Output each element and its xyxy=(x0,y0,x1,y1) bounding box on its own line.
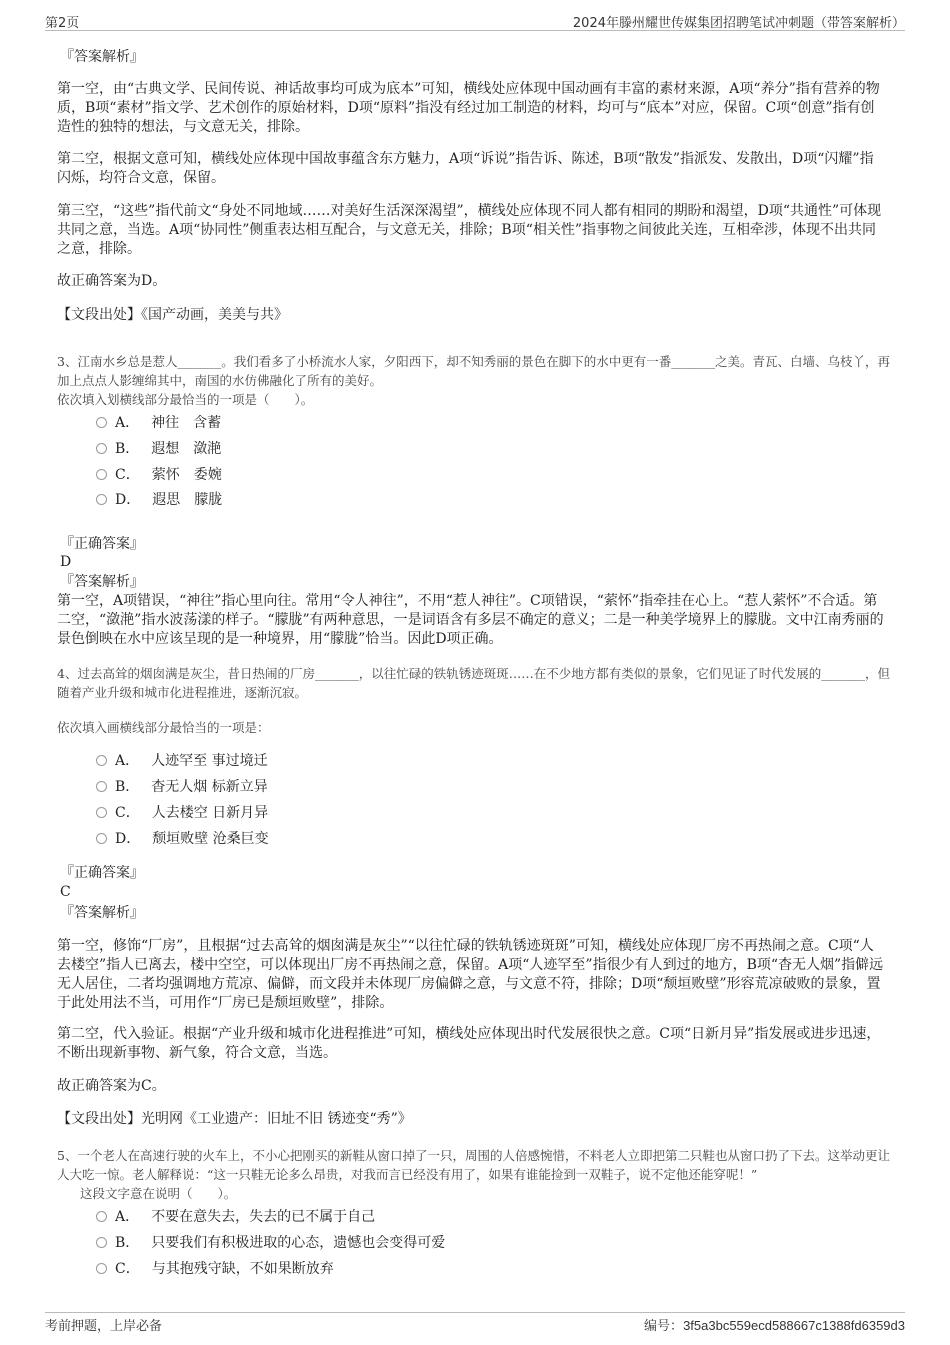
q3-option-b[interactable]: B． 遐想 潋滟 xyxy=(96,439,221,459)
radio-icon[interactable] xyxy=(96,807,107,818)
radio-icon[interactable] xyxy=(96,1263,107,1274)
q4-answer: C xyxy=(60,884,71,900)
q3-answer-label: 『正确答案』 xyxy=(60,536,144,552)
radio-icon[interactable] xyxy=(96,1237,107,1248)
q4-analysis-para2: 第二空，代入验证。根据“产业升级和城市化进程推进”可知，横线处应体现出时代发展很快之意。C项“日新月异”指发展或进步迅速，不断出现新事物、新气象，符合文意，当选。 xyxy=(57,1026,881,1061)
q5-option-b[interactable]: B． 只要我们有积极进取的心态，遗憾也会变得可爱 xyxy=(96,1233,445,1253)
q2-analysis-para2: 第二空，根据文意可知，横线处应体现中国故事蕴含东方魅力，A项“诉说”指告诉、陈述，B项“散发”指派发、发散出，D项“闪耀”指闪烁，均符合文意，保留。 xyxy=(57,151,874,186)
q2-conclusion: 故正确答案为D。 xyxy=(57,273,167,289)
q3-answer: D xyxy=(60,554,72,570)
radio-icon[interactable] xyxy=(96,755,107,766)
radio-icon[interactable] xyxy=(96,833,107,844)
q4-conclusion: 故正确答案为C。 xyxy=(57,1078,166,1094)
q4-analysis-para1: 第一空，修饰“厂房”，且根据“过去高耸的烟囱满是灰尘”“以往忙碌的铁轨锈迹斑斑”可知，横线处应体现厂房不再热闹之意。C项“人去楼空”指人已离去，楼中空空，可以体现出厂房不再热闹之意，保留。A项“人迹罕至”指很少有人到过的地方，B项“杳无人烟”指僻远无人居住，二者均强调地方荒凉、偏僻，而文段并未体现厂房偏僻之意，与文意不符，排除；D项“颓垣败壁”形容荒凉破败的景象，置于此处用法不当，可用作“厂房已是颓垣败壁”，排除。 xyxy=(57,938,884,1011)
q4-stem: 4、过去高耸的烟囱满是灰尘，昔日热闹的厂房_______，以往忙碌的铁轨锈迹斑斑……在不少地方都有类似的景象，它们见证了时代发展的_______，但随着产业升级和城市化进程推进，逐渐沉寂。 xyxy=(57,666,890,700)
q3-option-d[interactable]: D． 遐思 朦胧 xyxy=(96,490,222,510)
footer-code-label: 编号： xyxy=(644,1319,684,1334)
q3-analysis: 第一空，A项错误，“神往”指心里向往。常用“令人神往”，不用“惹人神往”。C项错误，“萦怀”指牵挂在心上。“惹人萦怀”不合适。第二空，“潋滟”指水波荡漾的样子。“朦胧”有两种意思，一是词语含有多层不确定的意义；二是一种美学境界上的朦胧。文中江南秀丽的景色倒映在水中应该呈现的是一种境界，用“朦胧”恰当。因此D项正确。 xyxy=(57,593,884,647)
q5-prompt: 这段文字意在说明（ ）。 xyxy=(80,1186,237,1201)
q4-option-a[interactable]: A． 人迹罕至 事过境迁 xyxy=(96,751,268,771)
q4-prompt: 依次填入画横线部分最恰当的一项是： xyxy=(57,720,270,735)
document-title: 2024年滕州耀世传媒集团招聘笔试冲刺题（带答案解析） xyxy=(572,16,905,31)
q2-source: 【文段出处】《国产动画，美美与共》 xyxy=(57,307,288,323)
footer-code xyxy=(644,1315,905,1334)
q2-analysis-label: 『答案解析』 xyxy=(60,49,144,65)
q5-option-c[interactable]: C． 与其抱残守缺，不如果断放弃 xyxy=(96,1259,334,1279)
q4-option-d[interactable]: D． 颓垣败壁 沧桑巨变 xyxy=(96,829,269,849)
footer-code-value: 3f5a3bc559ecd588667c1388fd6359d3 xyxy=(683,1318,905,1333)
radio-icon[interactable] xyxy=(96,781,107,792)
radio-icon[interactable] xyxy=(96,443,107,454)
footer-slogan: 考前押题，上岸必备 xyxy=(45,1319,163,1334)
q3-prompt: 依次填入划横线部分最恰当的一项是（ ）。 xyxy=(57,392,314,407)
q3-option-c[interactable]: C． 萦怀 委婉 xyxy=(96,465,222,485)
radio-icon[interactable] xyxy=(96,494,107,505)
q3-analysis-label: 『答案解析』 xyxy=(60,574,144,590)
q4-option-c[interactable]: C． 人去楼空 日新月异 xyxy=(96,803,268,823)
page-header xyxy=(45,10,905,31)
radio-icon[interactable] xyxy=(96,1211,107,1222)
q4-analysis-label: 『答案解析』 xyxy=(60,905,144,921)
q3-stem: 3、江南水乡总是惹人_______。我们看多了小桥流水人家，夕阳西下，却不知秀丽的景色在脚下的水中更有一番_______之美。青瓦、白墙、乌枝丫，再加上点点人影缠绵其中，南国的水仿佛融化了所有的美好。 xyxy=(57,354,890,388)
radio-icon[interactable] xyxy=(96,417,107,428)
q2-analysis-para1: 第一空，由“古典文学、民间传说、神话故事均可成为底本”可知，横线处应体现中国动画有丰富的素材来源，A项“养分”指有营养的物质，B项“素材”指文学、艺术创作的原始材料，D项“原料”指没有经过加工制造的材料，均可与“底本”对应，保留。C项“创意”指有创造性的独特的想法，与文意无关，排除。 xyxy=(57,81,880,135)
page-footer xyxy=(45,1312,905,1337)
q4-option-b[interactable]: B． 杳无人烟 标新立异 xyxy=(96,777,268,797)
q4-source: 【文段出处】光明网《工业遗产：旧址不旧 锈迹变“秀”》 xyxy=(57,1111,412,1127)
q5-option-a[interactable]: A． 不要在意失去，失去的已不属于自己 xyxy=(96,1207,375,1227)
q2-analysis-para3: 第三空，“这些”指代前文“身处不同地域……对美好生活深深渴望”，横线处应体现不同人都有相同的期盼和渴望，D项“共通性”可体现共同之意，当选。A项“协同性”侧重表达相互配合，与文意无关，排除；B项“相关性”指事物之间彼此关连，互相牵涉，体现不出共同之意，排除。 xyxy=(57,203,882,257)
page-number: 第2页 xyxy=(45,16,80,31)
q5-stem: 5、一个老人在高速行驶的火车上，不小心把刚买的新鞋从窗口掉了一只，周围的人倍感惋惜，不料老人立即把第二只鞋也从窗口扔了下去。这举动更让人大吃一惊。老人解释说：“这一只鞋无论多么昂贵，对我而言已经没有用了，如果有谁能捡到一双鞋子，说不定他还能穿呢！” xyxy=(57,1148,890,1182)
q3-option-a[interactable]: A． 神往 含蓄 xyxy=(96,413,221,433)
radio-icon[interactable] xyxy=(96,469,107,480)
q4-answer-label: 『正确答案』 xyxy=(60,865,144,881)
